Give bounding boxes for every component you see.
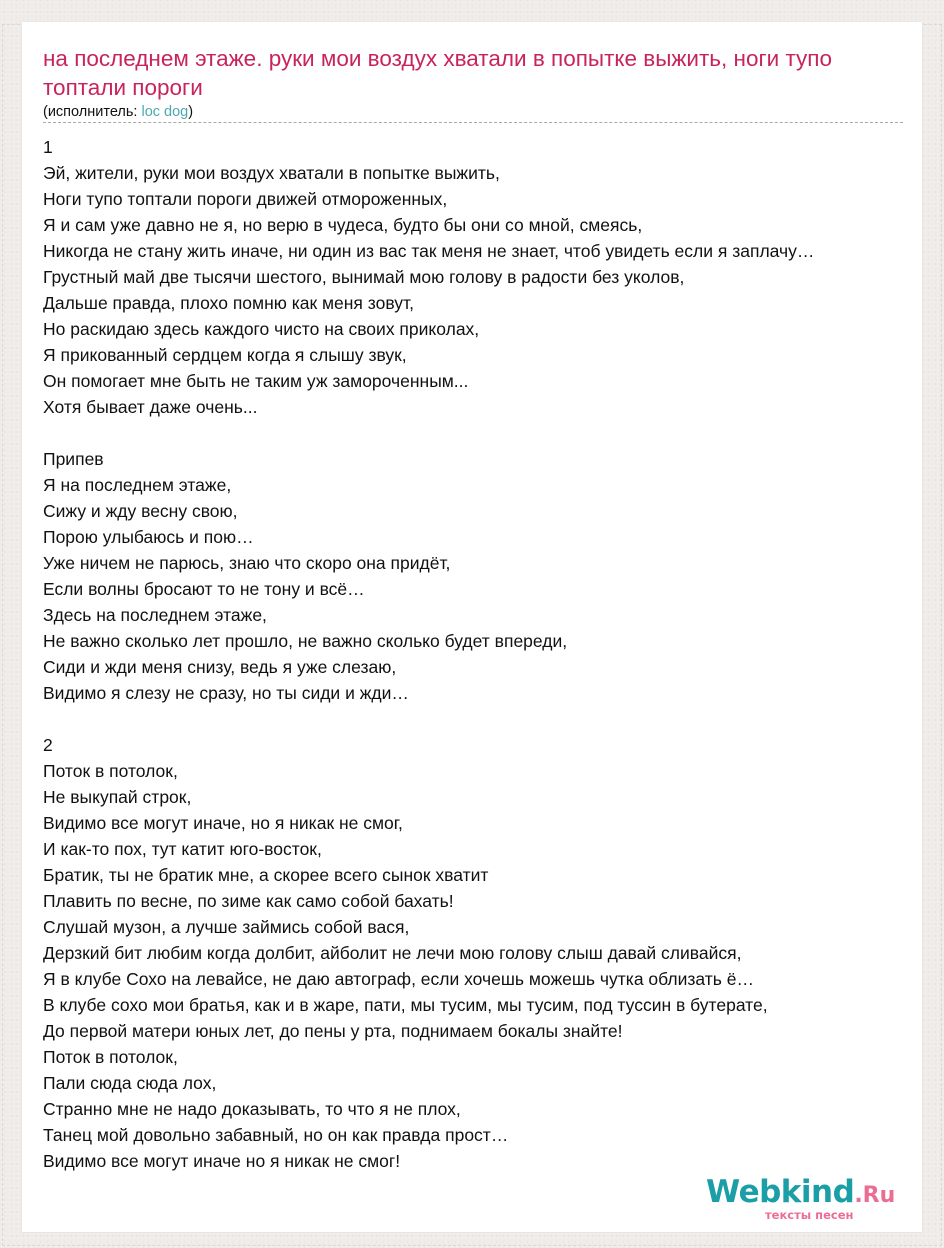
lyric-blank-line [43,706,922,732]
webkind-logo [706,1174,906,1224]
logo-tagline: тексты песен [765,1208,854,1222]
lyric-line: Здесь на последнем этаже, [43,605,267,625]
lyric-line: 1 [43,137,53,157]
artist-label-prefix: (исполнитель: [43,104,142,120]
lyric-line: Видимо я слезу не сразу, но ты сиди и жди… [43,683,409,703]
lyric-line: Но раскидаю здесь каждого чисто на своих приколах, [43,319,480,339]
lyric-line: Грустный май две тысячи шестого, вынимай мою голову в радости без уколов, [43,267,685,287]
lyric-line: Не выкупай строк, [43,787,192,807]
logo-row [43,1174,922,1232]
lyric-line: Не важно сколько лет прошло, не важно сколько будет впереди, [43,631,568,651]
lyric-line: И как-то пох, тут катит юго-восток, [43,839,322,859]
lyric-line: Танец мой довольно забавный, но он как правда прост… [43,1125,509,1145]
lyric-line: Пали сюда сюда лох, [43,1073,217,1093]
lyric-blank-line [43,420,922,446]
lyric-line: Хотя бывает даже очень... [43,397,258,417]
lyric-line: Если волны бросают то не тону и всё… [43,579,365,599]
lyric-line: Я и сам уже давно не я, но верю в чудеса, будто бы они со мной, смеясь, [43,215,643,235]
lyric-line: Сиди и жди меня снизу, ведь я уже слезаю, [43,657,397,677]
logo-brand: Webkind [706,1174,855,1210]
lyric-line: Дальше правда, плохо помню как меня зовут, [43,293,414,313]
song-title: на последнем этаже. руки мои воздух хватали в попытке выжить, ноги тупо топтали пороги [43,46,832,100]
lyric-line: Порою улыбаюсь и пою… [43,527,254,547]
lyric-line: Ноги тупо топтали пороги движей отмороженных, [43,189,448,209]
lyric-line: Я на последнем этаже, [43,475,232,495]
lyric-line: 2 [43,735,53,755]
lyric-line: Дерзкий бит любим когда долбит, айболит не лечи мою голову слыш давай сливайся, [43,943,742,963]
artist-label-suffix: ) [188,104,194,120]
lyrics-body [43,134,922,1174]
artist-line [43,103,922,121]
lyric-line: Братик, ты не братик мне, а скорее всего сынок хватит [43,865,489,885]
lyric-line: Уже ничем не парюсь, знаю что скоро она придёт, [43,553,451,573]
lyric-line: Я в клубе Сохо на левайсе, не даю автограф, если хочешь можешь чутка облизать ё… [43,969,754,989]
lyric-line: Слушай музон, а лучше займись собой вася, [43,917,410,937]
lyric-line: Поток в потолок, [43,761,178,781]
lyric-line: Припев [43,449,104,469]
artist-link[interactable]: loc dog [141,104,189,120]
lyric-line: Поток в потолок, [43,1047,178,1067]
lyrics-card [22,22,922,1232]
lyric-line: Странно мне не надо доказывать, то что я не плох, [43,1099,461,1119]
lyric-line: В клубе сохо мои братья, как и в жаре, пати, мы тусим, мы тусим, под туссин в бутерате, [43,995,768,1015]
lyric-line: Я прикованный сердцем когда я слышу звук, [43,345,407,365]
lyric-line: До первой матери юных лет, до пены у рта, поднимаем бокалы знайте! [43,1021,623,1041]
lyric-line: Никогда не стану жить иначе, ни один из вас так меня не знает, чтоб увидеть если я заплачу… [43,241,815,261]
lyric-line: Видимо все могут иначе, но я никак не смог, [43,813,403,833]
lyric-line: Он помогает мне быть не таким уж замороченным... [43,371,469,391]
title-divider [43,122,903,123]
lyric-line: Плавить по весне, по зиме как само собой бахать! [43,891,454,911]
lyric-line: Сижу и жду весну свою, [43,501,238,521]
lyric-line: Видимо все могут иначе но я никак не смог! [43,1151,401,1171]
lyric-line: Эй, жители, руки мои воздух хватали в попытке выжить, [43,163,500,183]
logo-tld: .Ru [854,1183,896,1208]
